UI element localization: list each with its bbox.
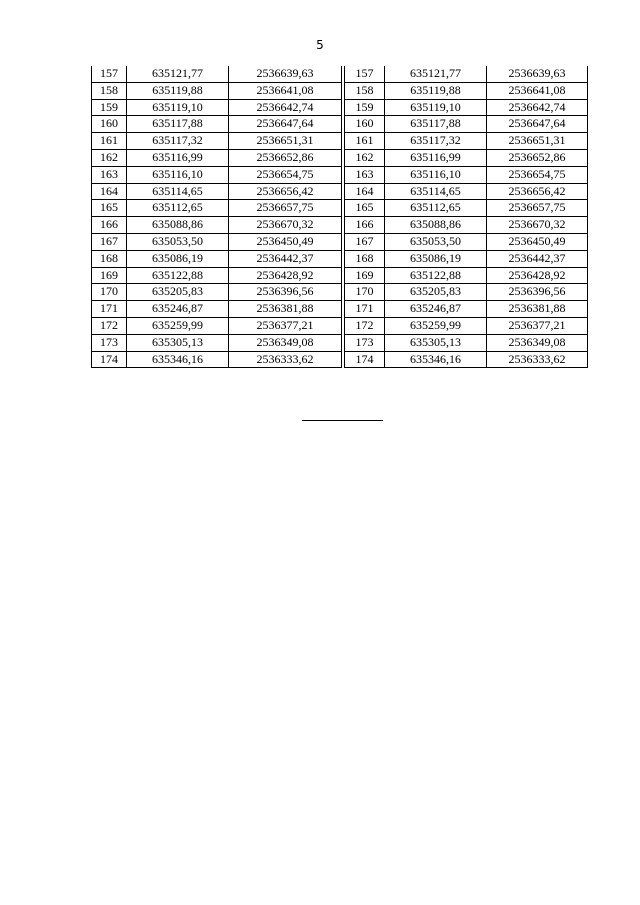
table-row bbox=[92, 183, 342, 200]
table-row bbox=[345, 66, 588, 82]
x-coordinate-cell: 635205,83 bbox=[385, 284, 487, 301]
end-of-document-rule bbox=[302, 420, 383, 421]
y-coordinate-cell: 2536639,63 bbox=[229, 66, 342, 82]
point-number-cell: 164 bbox=[345, 183, 385, 200]
x-coordinate-cell: 635086,19 bbox=[127, 250, 229, 267]
x-coordinate-cell: 635119,10 bbox=[385, 99, 487, 116]
y-coordinate-cell: 2536641,08 bbox=[229, 82, 342, 99]
x-coordinate-cell: 635246,87 bbox=[127, 301, 229, 318]
y-coordinate-cell: 2536428,92 bbox=[229, 267, 342, 284]
point-number-cell: 157 bbox=[92, 66, 127, 82]
point-number-cell: 161 bbox=[92, 133, 127, 150]
x-coordinate-cell: 635088,86 bbox=[127, 217, 229, 234]
x-coordinate-cell: 635112,65 bbox=[127, 200, 229, 217]
point-number-cell: 171 bbox=[345, 301, 385, 318]
point-number-cell: 160 bbox=[345, 116, 385, 133]
x-coordinate-cell: 635116,99 bbox=[127, 149, 229, 166]
x-coordinate-cell: 635346,16 bbox=[385, 351, 487, 368]
table-row bbox=[92, 133, 342, 150]
x-coordinate-cell: 635114,65 bbox=[127, 183, 229, 200]
coordinates-table-left-body bbox=[92, 66, 342, 368]
y-coordinate-cell: 2536396,56 bbox=[487, 284, 588, 301]
y-coordinate-cell: 2536377,21 bbox=[229, 317, 342, 334]
x-coordinate-cell: 635116,10 bbox=[385, 166, 487, 183]
table-row bbox=[345, 284, 588, 301]
table-row bbox=[345, 217, 588, 234]
table-row bbox=[92, 267, 342, 284]
y-coordinate-cell: 2536652,86 bbox=[487, 149, 588, 166]
x-coordinate-cell: 635121,77 bbox=[385, 66, 487, 82]
point-number-cell: 172 bbox=[345, 317, 385, 334]
point-number-cell: 174 bbox=[345, 351, 385, 368]
point-number-cell: 173 bbox=[345, 334, 385, 351]
x-coordinate-cell: 635088,86 bbox=[385, 217, 487, 234]
y-coordinate-cell: 2536442,37 bbox=[487, 250, 588, 267]
table-row bbox=[92, 351, 342, 368]
x-coordinate-cell: 635117,32 bbox=[127, 133, 229, 150]
point-number-cell: 160 bbox=[92, 116, 127, 133]
table-row bbox=[345, 200, 588, 217]
x-coordinate-cell: 635116,10 bbox=[127, 166, 229, 183]
point-number-cell: 163 bbox=[92, 166, 127, 183]
x-coordinate-cell: 635205,83 bbox=[127, 284, 229, 301]
point-number-cell: 158 bbox=[92, 82, 127, 99]
table-row bbox=[92, 66, 342, 82]
y-coordinate-cell: 2536442,37 bbox=[229, 250, 342, 267]
coordinates-table-left bbox=[91, 66, 342, 368]
x-coordinate-cell: 635117,32 bbox=[385, 133, 487, 150]
x-coordinate-cell: 635346,16 bbox=[127, 351, 229, 368]
y-coordinate-cell: 2536377,21 bbox=[487, 317, 588, 334]
table-row bbox=[92, 149, 342, 166]
y-coordinate-cell: 2536647,64 bbox=[487, 116, 588, 133]
point-number-cell: 168 bbox=[92, 250, 127, 267]
point-number-cell: 170 bbox=[92, 284, 127, 301]
table-row bbox=[92, 334, 342, 351]
point-number-cell: 170 bbox=[345, 284, 385, 301]
y-coordinate-cell: 2536657,75 bbox=[229, 200, 342, 217]
x-coordinate-cell: 635119,10 bbox=[127, 99, 229, 116]
point-number-cell: 165 bbox=[92, 200, 127, 217]
table-row bbox=[345, 233, 588, 250]
coordinates-table-right-body bbox=[345, 66, 588, 368]
x-coordinate-cell: 635053,50 bbox=[127, 233, 229, 250]
point-number-cell: 166 bbox=[92, 217, 127, 234]
point-number-cell: 162 bbox=[345, 149, 385, 166]
point-number-cell: 169 bbox=[92, 267, 127, 284]
y-coordinate-cell: 2536651,31 bbox=[229, 133, 342, 150]
point-number-cell: 173 bbox=[92, 334, 127, 351]
y-coordinate-cell: 2536654,75 bbox=[487, 166, 588, 183]
table-row bbox=[345, 133, 588, 150]
point-number-cell: 157 bbox=[345, 66, 385, 82]
y-coordinate-cell: 2536381,88 bbox=[229, 301, 342, 318]
table-row bbox=[345, 116, 588, 133]
point-number-cell: 167 bbox=[345, 233, 385, 250]
y-coordinate-cell: 2536647,64 bbox=[229, 116, 342, 133]
y-coordinate-cell: 2536333,62 bbox=[487, 351, 588, 368]
point-number-cell: 168 bbox=[345, 250, 385, 267]
x-coordinate-cell: 635122,88 bbox=[127, 267, 229, 284]
point-number-cell: 158 bbox=[345, 82, 385, 99]
table-row bbox=[92, 200, 342, 217]
x-coordinate-cell: 635119,88 bbox=[385, 82, 487, 99]
x-coordinate-cell: 635116,99 bbox=[385, 149, 487, 166]
y-coordinate-cell: 2536396,56 bbox=[229, 284, 342, 301]
table-row bbox=[345, 301, 588, 318]
coordinates-table-right bbox=[344, 66, 588, 368]
table-row bbox=[345, 250, 588, 267]
y-coordinate-cell: 2536450,49 bbox=[487, 233, 588, 250]
x-coordinate-cell: 635117,88 bbox=[127, 116, 229, 133]
y-coordinate-cell: 2536651,31 bbox=[487, 133, 588, 150]
point-number-cell: 163 bbox=[345, 166, 385, 183]
y-coordinate-cell: 2536642,74 bbox=[229, 99, 342, 116]
y-coordinate-cell: 2536670,32 bbox=[487, 217, 588, 234]
x-coordinate-cell: 635305,13 bbox=[385, 334, 487, 351]
table-row bbox=[92, 217, 342, 234]
y-coordinate-cell: 2536333,62 bbox=[229, 351, 342, 368]
table-row bbox=[345, 183, 588, 200]
table-row bbox=[92, 116, 342, 133]
x-coordinate-cell: 635305,13 bbox=[127, 334, 229, 351]
y-coordinate-cell: 2536656,42 bbox=[229, 183, 342, 200]
y-coordinate-cell: 2536642,74 bbox=[487, 99, 588, 116]
x-coordinate-cell: 635121,77 bbox=[127, 66, 229, 82]
table-row bbox=[92, 82, 342, 99]
point-number-cell: 164 bbox=[92, 183, 127, 200]
y-coordinate-cell: 2536450,49 bbox=[229, 233, 342, 250]
point-number-cell: 165 bbox=[345, 200, 385, 217]
point-number-cell: 166 bbox=[345, 217, 385, 234]
table-row bbox=[92, 284, 342, 301]
y-coordinate-cell: 2536654,75 bbox=[229, 166, 342, 183]
point-number-cell: 169 bbox=[345, 267, 385, 284]
x-coordinate-cell: 635086,19 bbox=[385, 250, 487, 267]
table-row bbox=[92, 317, 342, 334]
x-coordinate-cell: 635112,65 bbox=[385, 200, 487, 217]
x-coordinate-cell: 635246,87 bbox=[385, 301, 487, 318]
point-number-cell: 171 bbox=[92, 301, 127, 318]
table-row bbox=[345, 334, 588, 351]
point-number-cell: 162 bbox=[92, 149, 127, 166]
table-row bbox=[92, 301, 342, 318]
y-coordinate-cell: 2536349,08 bbox=[229, 334, 342, 351]
page-number: 5 bbox=[316, 38, 324, 52]
point-number-cell: 174 bbox=[92, 351, 127, 368]
y-coordinate-cell: 2536652,86 bbox=[229, 149, 342, 166]
y-coordinate-cell: 2536657,75 bbox=[487, 200, 588, 217]
table-row bbox=[345, 166, 588, 183]
y-coordinate-cell: 2536641,08 bbox=[487, 82, 588, 99]
table-row bbox=[345, 99, 588, 116]
table-row bbox=[92, 233, 342, 250]
point-number-cell: 159 bbox=[345, 99, 385, 116]
table-row bbox=[345, 267, 588, 284]
table-row bbox=[92, 99, 342, 116]
point-number-cell: 172 bbox=[92, 317, 127, 334]
table-row bbox=[345, 317, 588, 334]
y-coordinate-cell: 2536428,92 bbox=[487, 267, 588, 284]
y-coordinate-cell: 2536381,88 bbox=[487, 301, 588, 318]
x-coordinate-cell: 635119,88 bbox=[127, 82, 229, 99]
table-row bbox=[345, 351, 588, 368]
x-coordinate-cell: 635114,65 bbox=[385, 183, 487, 200]
x-coordinate-cell: 635117,88 bbox=[385, 116, 487, 133]
point-number-cell: 161 bbox=[345, 133, 385, 150]
y-coordinate-cell: 2536670,32 bbox=[229, 217, 342, 234]
table-row bbox=[345, 82, 588, 99]
y-coordinate-cell: 2536349,08 bbox=[487, 334, 588, 351]
point-number-cell: 167 bbox=[92, 233, 127, 250]
table-row bbox=[92, 250, 342, 267]
y-coordinate-cell: 2536656,42 bbox=[487, 183, 588, 200]
x-coordinate-cell: 635053,50 bbox=[385, 233, 487, 250]
x-coordinate-cell: 635122,88 bbox=[385, 267, 487, 284]
table-row bbox=[92, 166, 342, 183]
x-coordinate-cell: 635259,99 bbox=[385, 317, 487, 334]
point-number-cell: 159 bbox=[92, 99, 127, 116]
table-row bbox=[345, 149, 588, 166]
y-coordinate-cell: 2536639,63 bbox=[487, 66, 588, 82]
x-coordinate-cell: 635259,99 bbox=[127, 317, 229, 334]
